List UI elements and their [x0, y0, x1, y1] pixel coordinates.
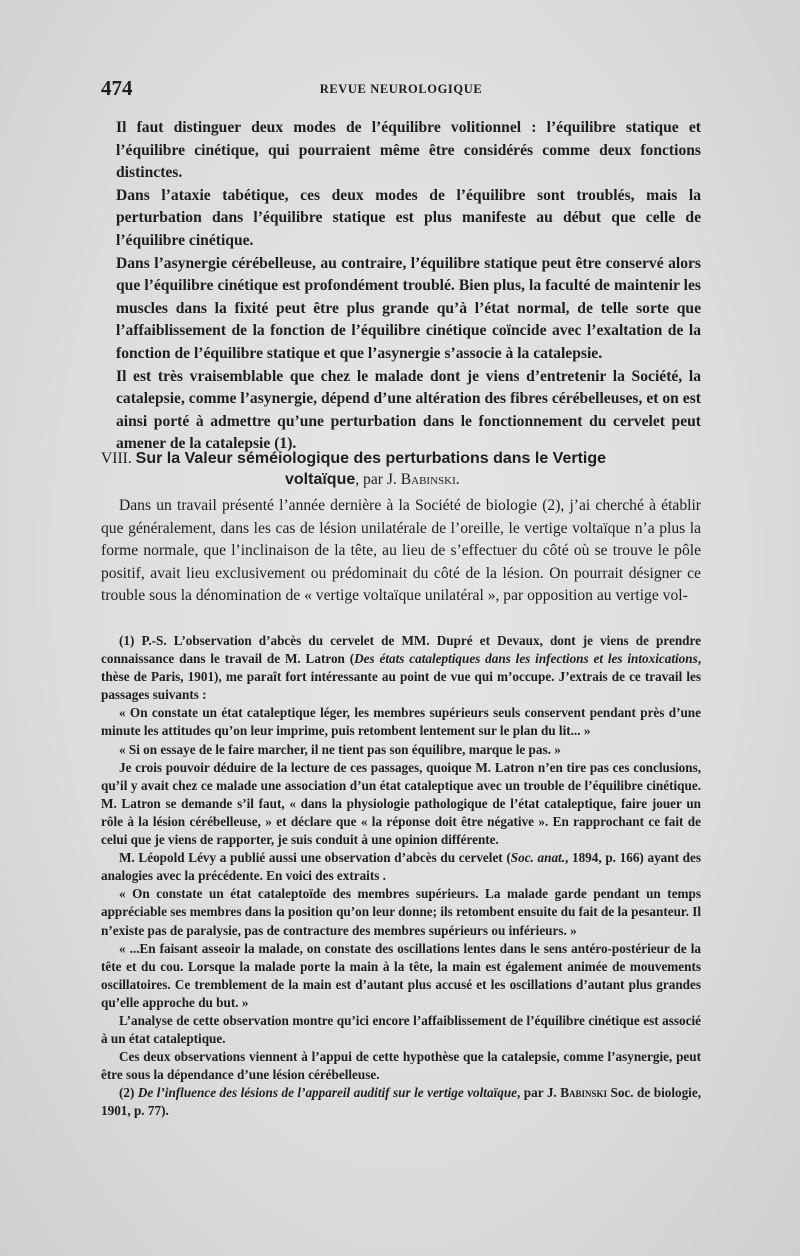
- paragraph: Il est très vraisemblable que chez le malade dont je viens d’entretenir la Société, la catalepsie, comme l’asynergie, dépend d’une altération des fibres cérébelleuses, et on est ainsi porté à admettre qu’une perturbation dans le fonctionnement du cervelet peut amener de la catalepsie (1).: [116, 367, 701, 453]
- footnote-2: (2) De l’influence des lésions de l’appareil auditif sur le vertige voltaïque, par J. Babinski Soc. de biologie, 1901, p. 77).: [101, 1085, 701, 1119]
- footnotes: [101, 632, 701, 1121]
- page-header: [101, 76, 701, 104]
- footnote-paragraph: M. Léopold Lévy a publié aussi une observation d’abcès du cervelet (Soc. anat., 1894, p. 166) ayant des analogies avec la précédente. En voici des extraits .: [101, 850, 702, 884]
- page-number: 474: [101, 76, 133, 100]
- section-author: Babinski.: [400, 471, 460, 488]
- footnote-1: (1) P.-S. L’observation d’abcès du cervelet de MM. Dupré et Devaux, dont je viens de prendre connaissance dans le travail de M. Latron (Des états cataleptiques dans les infections et les intoxications, thèse de Paris, 1901), me paraît fort intéressante au point de vue qui m’occupe. J’extrais de ce travail les passages suivants :: [101, 633, 702, 703]
- section-title-line2: voltaïque: [285, 471, 356, 488]
- section-text: [101, 495, 701, 608]
- section-title-line1: Sur la Valeur séméiologique des perturbations dans le Vertige: [135, 450, 607, 467]
- paragraph: Dans l’ataxie tabétique, ces deux modes de l’équilibre sont troublés, mais la perturbation dans l’équilibre statique est plus manifeste au début que celle de l’équilibre cinétique.: [116, 186, 701, 249]
- section-heading: [101, 448, 701, 490]
- footnote-quote: « ...En faisant asseoir la malade, on constate des oscillations lentes dans le sens antéro-postérieur de la tête et du cou. Lorsque la malade porte la main à la tête, la main est également animée de mouvements oscillatoires. Ce tremblement de la main est d’autant plus accusé et les oscillations d’autant plus grandes qu’elle approche du but. »: [101, 940, 701, 1010]
- paragraph: Il faut distinguer deux modes de l’équilibre volitionnel : l’équilibre statique et l’équilibre cinétique, qui pourraient même être considérés comme deux fonctions distinctes.: [116, 119, 701, 182]
- footnote-quote: « On constate un état cataleptique léger, les membres supérieurs seuls conservent pendant près d’une minute les attitudes qu’on leur imprime, puis retombent lentement sur le plan du lit... »: [101, 705, 701, 739]
- section-number: VIII.: [101, 450, 132, 467]
- footnote-quote: « On constate un état cataleptoïde des membres supérieurs. La malade garde pendant un temps appréciable ses membres dans la position qu’on leur donne; ils retombent ensuite du fait de la pesanteur. Il n’existe pas de paralysie, pas de contracture des membres supérieurs ou inférieurs. »: [101, 886, 701, 938]
- footnote-paragraph: Je crois pouvoir déduire de la lecture de ces passages, quoique M. Latron n’en tire pas ces conclusions, qu’il y avait chez ce malade une association d’un état cataleptique avec un trouble de l’équilibre cinétique. M. Latron se demande s’il faut, « dans la physiologie pathologique de l’état cataleptique, faire jouer un rôle à la lésion cérébelleuse, » et déclare que « la réponse doit être négative ». En rapprochant ce fait de celui que je viens de rapporter, je suis conduit à une opinion différente.: [101, 759, 701, 848]
- intro-text: [116, 117, 701, 456]
- byline: , par J.: [355, 471, 401, 488]
- running-head: REVUE NEUROLOGIQUE: [319, 82, 483, 96]
- footnote-paragraph: Ces deux observations viennent à l’appui de cette hypothèse que la catalepsie, comme l’asynergie, peut être sous la dépendance d’une lésion cérébelleuse.: [101, 1049, 701, 1083]
- footnote-paragraph: L’analyse de cette observation montre qu’ici encore l’affaiblissement de l’équilibre cinétique est associé à un état cataleptique.: [101, 1012, 701, 1047]
- footnote-quote: « Si on essaye de le faire marcher, il ne tient pas son équilibre, marque le pas. »: [119, 741, 561, 757]
- paragraph: Dans l’asynergie cérébelleuse, au contraire, l’équilibre statique peut être conservé alors que l’équilibre cinétique est profondément troublé. Bien plus, la faculté de maintenir les muscles dans la fixité peut être plus grande qu’à l’état normal, de telle sorte que l’affaiblissement de la fonction de l’équilibre cinétique coïncide avec l’exaltation de la fonction de l’équilibre statique et que l’asynergie s’associe à la catalepsie.: [116, 254, 701, 362]
- paragraph: Dans un travail présenté l’année dernière à la Société de biologie (2), j’ai cherché à établir que généralement, dans les cas de lésion unilatérale de l’oreille, le vertige voltaïque n’a plus la forme normale, que l’inclinaison de la tête, au lieu de s’effectuer du côté où se trouve le pôle positif, avait lieu exclusivement ou prédominait du côté de la lésion. On pourrait désigner ce trouble sous la dénomination de « vertige voltaïque unilatéral », par opposition au vertige vol-: [101, 497, 701, 605]
